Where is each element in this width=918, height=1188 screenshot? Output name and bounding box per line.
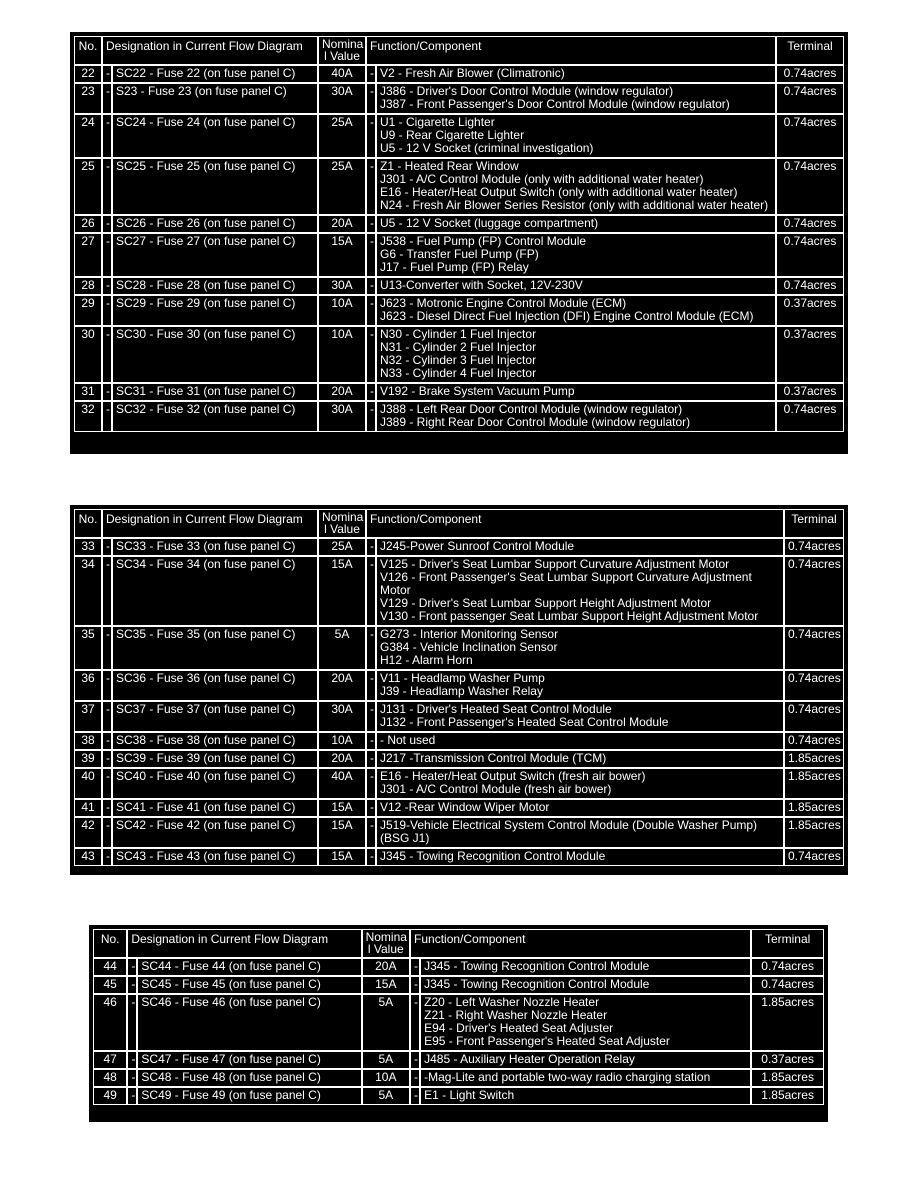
nominal-value: 20A [318,215,366,233]
fuse-table-2 [74,509,844,866]
table-row [93,994,824,1051]
nominal-value: 30A [318,401,366,432]
nominal-value: 15A [318,848,366,866]
nominal-value: 10A [318,295,366,326]
separator-dash: - [102,83,112,114]
separator-dash: - [127,1051,137,1069]
nominal-value: 10A [318,732,366,750]
separator-dash: - [102,556,112,626]
nominal-value: 20A [318,383,366,401]
function-component: G273 - Interior Monitoring Sensor G384 - Vehicle Inclination Sensor H12 - Alarm Horn [376,626,784,670]
fuse-table-panel-3 [89,925,828,1122]
nominal-value: 30A [318,277,366,295]
table-row [74,295,844,326]
fuse-designation: SC25 - Fuse 25 (on fuse panel C) [112,158,318,215]
fuse-number: 45 [93,976,127,994]
separator-dash: - [366,277,376,295]
fuse-number: 48 [93,1069,127,1087]
fuse-table-panel-1 [70,32,848,454]
fuse-table-1 [74,36,844,432]
terminal: 0.37acres [776,295,844,326]
table-row [74,538,844,556]
separator-dash: - [127,958,137,976]
terminal: 0.74acres [784,626,844,670]
separator-dash: - [366,383,376,401]
separator-dash: - [102,670,112,701]
fuse-number: 49 [93,1087,127,1105]
fuse-number: 39 [74,750,102,768]
separator-dash: - [102,158,112,215]
fuse-designation: SC39 - Fuse 39 (on fuse panel C) [112,750,318,768]
separator-dash: - [366,701,376,732]
table-row [93,1051,824,1069]
terminal: 0.74acres [784,670,844,701]
nominal-value: 20A [318,750,366,768]
nominal-value: 30A [318,83,366,114]
terminal: 1.85acres [751,1087,824,1105]
fuse-number: 33 [74,538,102,556]
function-component: J485 - Auxiliary Heater Operation Relay [420,1051,751,1069]
function-component: Z20 - Left Washer Nozzle Heater Z21 - Right Washer Nozzle Heater E94 - Driver's Heated Seat Adjuster E95 - Front Passenger's Heated Seat Adjuster [420,994,751,1051]
function-component: U1 - Cigarette Lighter U9 - Rear Cigarette Lighter U5 - 12 V Socket (criminal investigation) [376,114,776,158]
separator-dash: - [102,750,112,768]
fuse-designation: SC30 - Fuse 30 (on fuse panel C) [112,326,318,383]
table-row [74,65,844,83]
fuse-designation: SC42 - Fuse 42 (on fuse panel C) [112,817,318,848]
separator-dash: - [366,65,376,83]
separator-dash: - [102,215,112,233]
header-no: No. [74,509,102,538]
terminal: 0.74acres [784,732,844,750]
terminal: 0.74acres [776,65,844,83]
separator-dash: - [102,817,112,848]
terminal: 0.74acres [776,83,844,114]
nominal-value: 25A [318,538,366,556]
terminal: 0.74acres [776,277,844,295]
table-row [93,1069,824,1087]
fuse-number: 30 [74,326,102,383]
function-component: J345 - Towing Recognition Control Module [376,848,784,866]
nominal-value: 15A [318,799,366,817]
separator-dash: - [366,158,376,215]
function-component: V192 - Brake System Vacuum Pump [376,383,776,401]
table-row [74,817,844,848]
fuse-number: 40 [74,768,102,799]
fuse-number: 29 [74,295,102,326]
separator-dash: - [410,958,420,976]
fuse-designation: SC49 - Fuse 49 (on fuse panel C) [137,1087,361,1105]
fuse-designation: SC22 - Fuse 22 (on fuse panel C) [112,65,318,83]
fuse-designation: SC40 - Fuse 40 (on fuse panel C) [112,768,318,799]
separator-dash: - [102,732,112,750]
separator-dash: - [102,383,112,401]
fuse-designation: SC26 - Fuse 26 (on fuse panel C) [112,215,318,233]
nominal-value: 15A [318,233,366,277]
fuse-number: 38 [74,732,102,750]
function-component: J217 -Transmission Control Module (TCM) [376,750,784,768]
function-component: J131 - Driver's Heated Seat Control Module J132 - Front Passenger's Heated Seat Control Module [376,701,784,732]
table-row [93,976,824,994]
separator-dash: - [366,670,376,701]
header-nominal-value: Nomina l Value [318,509,366,538]
header-row [74,36,844,65]
table-row [74,383,844,401]
separator-dash: - [366,233,376,277]
function-component: E16 - Heater/Heat Output Switch (fresh air bower) J301 - A/C Control Module (fresh air bower) [376,768,784,799]
nominal-value: 25A [318,158,366,215]
nominal-value: 20A [318,670,366,701]
fuse-number: 34 [74,556,102,626]
separator-dash: - [366,556,376,626]
terminal: 0.74acres [751,958,824,976]
fuse-table-3 [93,929,824,1105]
table-row [74,701,844,732]
separator-dash: - [127,976,137,994]
header-nominal-value: Nomina l Value [318,36,366,65]
separator-dash: - [102,848,112,866]
function-component: J386 - Driver's Door Control Module (window regulator) J387 - Front Passenger's Door Control Module (window regulator) [376,83,776,114]
terminal: 0.74acres [784,848,844,866]
nominal-value: 20A [362,958,410,976]
function-component: V2 - Fresh Air Blower (Climatronic) [376,65,776,83]
terminal: 1.85acres [751,1069,824,1087]
function-component: V12 -Rear Window Wiper Motor [376,799,784,817]
fuse-designation: SC27 - Fuse 27 (on fuse panel C) [112,233,318,277]
fuse-designation: SC29 - Fuse 29 (on fuse panel C) [112,295,318,326]
fuse-designation: SC24 - Fuse 24 (on fuse panel C) [112,114,318,158]
fuse-number: 43 [74,848,102,866]
separator-dash: - [102,233,112,277]
fuse-number: 44 [93,958,127,976]
table-row [74,83,844,114]
separator-dash: - [366,799,376,817]
nominal-value: 5A [362,1087,410,1105]
nominal-value: 10A [362,1069,410,1087]
terminal: 1.85acres [784,817,844,848]
table-row [74,158,844,215]
header-designation: Designation in Current Flow Diagram [102,509,318,538]
fuse-designation: SC32 - Fuse 32 (on fuse panel C) [112,401,318,432]
nominal-value: 30A [318,701,366,732]
separator-dash: - [410,1069,420,1087]
fuse-designation: SC47 - Fuse 47 (on fuse panel C) [137,1051,361,1069]
terminal: 1.85acres [784,799,844,817]
fuse-designation: SC45 - Fuse 45 (on fuse panel C) [137,976,361,994]
separator-dash: - [366,750,376,768]
function-component: V125 - Driver's Seat Lumbar Support Curvature Adjustment Motor V126 - Front Passenger's Seat Lumbar Support Curvature Adjustment Motor V129 - Driver's Seat Lumbar Support Height Adjustment Motor V130 - Front passenger Seat Lumbar Support Height Adjustment Motor [376,556,784,626]
header-terminal: Terminal [784,509,844,538]
function-component: J345 - Towing Recognition Control Module [420,976,751,994]
nominal-value: 40A [318,768,366,799]
separator-dash: - [127,994,137,1051]
function-component: U5 - 12 V Socket (luggage compartment) [376,215,776,233]
fuse-number: 26 [74,215,102,233]
terminal: 0.74acres [776,233,844,277]
nominal-value: 5A [318,626,366,670]
separator-dash: - [366,83,376,114]
separator-dash: - [366,326,376,383]
fuse-number: 22 [74,65,102,83]
fuse-number: 25 [74,158,102,215]
separator-dash: - [366,538,376,556]
header-designation: Designation in Current Flow Diagram [127,929,361,958]
fuse-designation: SC38 - Fuse 38 (on fuse panel C) [112,732,318,750]
function-component: J623 - Motronic Engine Control Module (ECM) J623 - Diesel Direct Fuel Injection (DFI) Engine Control Module (ECM) [376,295,776,326]
separator-dash: - [410,1087,420,1105]
fuse-number: 32 [74,401,102,432]
fuse-designation: SC33 - Fuse 33 (on fuse panel C) [112,538,318,556]
nominal-value: 15A [318,817,366,848]
separator-dash: - [366,401,376,432]
nominal-value: 40A [318,65,366,83]
separator-dash: - [127,1087,137,1105]
fuse-designation: SC34 - Fuse 34 (on fuse panel C) [112,556,318,626]
separator-dash: - [102,768,112,799]
header-function-component: Function/Component [366,36,776,65]
terminal: 0.74acres [751,976,824,994]
header-designation: Designation in Current Flow Diagram [102,36,318,65]
terminal: 0.37acres [776,383,844,401]
fuse-number: 42 [74,817,102,848]
separator-dash: - [366,215,376,233]
nominal-value: 5A [362,1051,410,1069]
terminal: 0.74acres [776,158,844,215]
function-component: J538 - Fuel Pump (FP) Control Module G6 - Transfer Fuel Pump (FP) J17 - Fuel Pump (FP) Relay [376,233,776,277]
fuse-designation: SC41 - Fuse 41 (on fuse panel C) [112,799,318,817]
fuse-designation: SC46 - Fuse 46 (on fuse panel C) [137,994,361,1051]
function-component: J388 - Left Rear Door Control Module (window regulator) J389 - Right Rear Door Control Module (window regulator) [376,401,776,432]
table-row [74,750,844,768]
separator-dash: - [102,295,112,326]
table-row [74,114,844,158]
header-terminal: Terminal [751,929,824,958]
separator-dash: - [102,401,112,432]
table-row [74,768,844,799]
nominal-value: 25A [318,114,366,158]
fuse-number: 41 [74,799,102,817]
table-row [93,1087,824,1105]
nominal-value: 15A [318,556,366,626]
function-component: E1 - Light Switch [420,1087,751,1105]
table-row [74,326,844,383]
header-terminal: Terminal [776,36,844,65]
header-no: No. [93,929,127,958]
function-component: J519-Vehicle Electrical System Control Module (Double Washer Pump) (BSG J1) [376,817,784,848]
terminal: 0.37acres [751,1051,824,1069]
table-row [74,215,844,233]
header-function-component: Function/Component [366,509,784,538]
fuse-designation: SC43 - Fuse 43 (on fuse panel C) [112,848,318,866]
nominal-value: 10A [318,326,366,383]
table-row [74,277,844,295]
fuse-number: 37 [74,701,102,732]
terminal: 0.74acres [784,538,844,556]
table-row [74,233,844,277]
separator-dash: - [366,768,376,799]
header-row [74,509,844,538]
table-row [74,401,844,432]
fuse-designation: SC44 - Fuse 44 (on fuse panel C) [137,958,361,976]
fuse-number: 47 [93,1051,127,1069]
function-component: - Not used [376,732,784,750]
separator-dash: - [127,1069,137,1087]
terminal: 0.74acres [776,401,844,432]
fuse-number: 27 [74,233,102,277]
separator-dash: - [410,976,420,994]
fuse-table-panel-2 [70,505,848,875]
terminal: 0.37acres [776,326,844,383]
separator-dash: - [102,538,112,556]
terminal: 0.74acres [776,114,844,158]
terminal: 0.74acres [776,215,844,233]
separator-dash: - [410,1051,420,1069]
table-row [74,556,844,626]
fuse-number: 23 [74,83,102,114]
table-row [74,848,844,866]
fuse-designation: SC35 - Fuse 35 (on fuse panel C) [112,626,318,670]
separator-dash: - [102,326,112,383]
table-row [74,732,844,750]
fuse-number: 46 [93,994,127,1051]
fuse-number: 24 [74,114,102,158]
separator-dash: - [102,277,112,295]
function-component: V11 - Headlamp Washer Pump J39 - Headlamp Washer Relay [376,670,784,701]
function-component: -Mag-Lite and portable two-way radio charging station [420,1069,751,1087]
function-component: J245-Power Sunroof Control Module [376,538,784,556]
fuse-designation: SC36 - Fuse 36 (on fuse panel C) [112,670,318,701]
separator-dash: - [366,295,376,326]
function-component: J345 - Towing Recognition Control Module [420,958,751,976]
separator-dash: - [366,114,376,158]
terminal: 1.85acres [784,768,844,799]
table-row [74,670,844,701]
fuse-designation: SC31 - Fuse 31 (on fuse panel C) [112,383,318,401]
separator-dash: - [366,817,376,848]
function-component: Z1 - Heated Rear Window J301 - A/C Control Module (only with additional water heater) E16 - Heater/Heat Output Switch (only with additional water heater) N24 - Fresh Air Blower Series Resistor (only with additional water heater) [376,158,776,215]
separator-dash: - [102,701,112,732]
terminal: 1.85acres [751,994,824,1051]
separator-dash: - [366,848,376,866]
separator-dash: - [102,65,112,83]
fuse-designation: S23 - Fuse 23 (on fuse panel C) [112,83,318,114]
fuse-designation: SC37 - Fuse 37 (on fuse panel C) [112,701,318,732]
header-row [93,929,824,958]
separator-dash: - [410,994,420,1051]
table-row [74,626,844,670]
fuse-number: 31 [74,383,102,401]
fuse-number: 36 [74,670,102,701]
fuse-number: 28 [74,277,102,295]
function-component: N30 - Cylinder 1 Fuel Injector N31 - Cylinder 2 Fuel Injector N32 - Cylinder 3 Fuel Injector N33 - Cylinder 4 Fuel Injector [376,326,776,383]
separator-dash: - [366,626,376,670]
fuse-number: 35 [74,626,102,670]
nominal-value: 15A [362,976,410,994]
function-component: U13-Converter with Socket, 12V-230V [376,277,776,295]
separator-dash: - [366,732,376,750]
terminal: 0.74acres [784,701,844,732]
separator-dash: - [102,114,112,158]
terminal: 0.74acres [784,556,844,626]
table-row [93,958,824,976]
separator-dash: - [102,799,112,817]
separator-dash: - [102,626,112,670]
terminal: 1.85acres [784,750,844,768]
header-function-component: Function/Component [410,929,751,958]
fuse-designation: SC48 - Fuse 48 (on fuse panel C) [137,1069,361,1087]
nominal-value: 5A [362,994,410,1051]
header-no: No. [74,36,102,65]
header-nominal-value: Nomina l Value [362,929,410,958]
fuse-designation: SC28 - Fuse 28 (on fuse panel C) [112,277,318,295]
table-row [74,799,844,817]
